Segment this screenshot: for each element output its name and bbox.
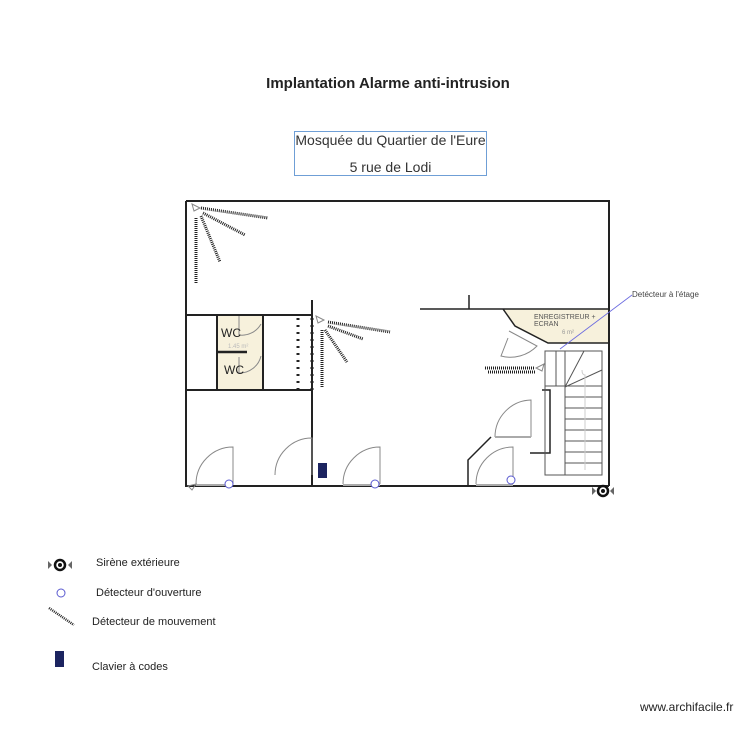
wc-area: 1.45 m² <box>228 344 249 350</box>
legend-motion-detector: Détecteur de mouvement <box>92 616 216 628</box>
siren-icon <box>592 486 614 496</box>
legend-siren: Sirène extérieure <box>96 557 180 569</box>
keypad-icon <box>318 463 327 478</box>
stairs <box>545 351 602 475</box>
page-title: Implantation Alarme anti-intrusion <box>266 75 510 92</box>
room-label: ENREGISTREUR + ECRAN <box>534 314 596 328</box>
legend-opening-detector: Détecteur d'ouverture <box>96 587 202 599</box>
legend-keypad: Clavier à codes <box>92 661 168 673</box>
wc2-label: WC <box>224 363 244 377</box>
footer-link[interactable]: www.archifacile.fr <box>640 700 734 714</box>
address-line2: 5 rue de Lodi <box>349 159 432 175</box>
upstairs-note: Detécteur à l'étage <box>632 290 699 299</box>
room-area: 6 m² <box>562 330 574 336</box>
address-line1: Mosquée du Quartier de l'Eure <box>295 132 486 148</box>
legend-icons <box>48 560 74 667</box>
wc1-label: WC <box>221 326 241 340</box>
